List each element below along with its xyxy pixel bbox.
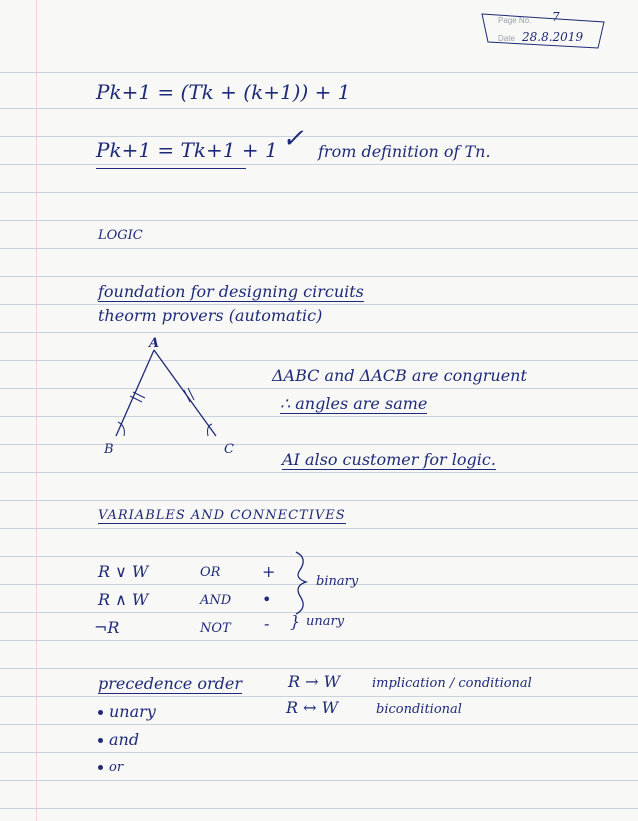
implication-expr: R → W xyxy=(288,672,341,691)
rule-line xyxy=(0,360,638,361)
vertex-c-label: C xyxy=(224,442,234,457)
ai-note: AI also customer for logic. xyxy=(282,450,496,469)
precedence-item-unary xyxy=(98,702,156,721)
implication-label: implication / conditional xyxy=(372,676,532,691)
biconditional-label: biconditional xyxy=(376,702,462,717)
unary-label: unary xyxy=(306,614,345,629)
rule-line xyxy=(0,164,638,165)
rule-line xyxy=(0,72,638,73)
rule-line xyxy=(0,192,638,193)
rule-line xyxy=(0,640,638,641)
row-and-name: AND xyxy=(200,593,232,608)
precedence-item-label: unary xyxy=(109,702,156,721)
page-header-box xyxy=(480,8,610,52)
rule-line xyxy=(0,248,638,249)
precedence-title: precedence order xyxy=(98,674,242,693)
rule-line xyxy=(0,780,638,781)
formula-line-2: Pk+1 = Tk+1 + 1 xyxy=(96,138,278,162)
triangle-sides xyxy=(116,350,216,436)
vertex-a-label: A xyxy=(149,336,160,351)
rule-line xyxy=(0,388,638,389)
row-or-name: OR xyxy=(200,565,221,580)
rule-line xyxy=(0,444,638,445)
check-mark-icon: ✓ xyxy=(282,124,304,154)
logic-line-1: foundation for designing circuits xyxy=(98,282,364,301)
rule-line xyxy=(0,752,638,753)
bullet-icon xyxy=(98,738,103,743)
tick-marks-right xyxy=(184,388,194,402)
rule-line xyxy=(0,220,638,221)
rule-line xyxy=(0,668,638,669)
rule-line xyxy=(0,472,638,473)
page-no-label: Page No. xyxy=(498,16,532,25)
rule-line xyxy=(0,528,638,529)
margin-line xyxy=(36,0,37,821)
biconditional-expr: R ↔ W xyxy=(286,698,339,717)
row-and-symbol: • xyxy=(262,590,272,609)
formula-line-1: Pk+1 = (Tk + (k+1)) + 1 xyxy=(96,80,351,104)
bullet-icon xyxy=(98,710,103,715)
row-and-expr: R ∧ W xyxy=(98,590,149,609)
rule-line xyxy=(0,556,638,557)
logic-title: LOGIC xyxy=(98,228,143,243)
precedence-item-or xyxy=(98,760,123,775)
rule-line xyxy=(0,304,638,305)
rule-line xyxy=(0,416,638,417)
bullet-icon xyxy=(98,765,103,770)
rule-line xyxy=(0,612,638,613)
row-not-symbol: - xyxy=(264,614,270,633)
row-or-symbol: + xyxy=(262,562,276,581)
rule-line xyxy=(0,332,638,333)
date-label: Date xyxy=(498,34,515,43)
brace-unary-icon: } xyxy=(290,612,301,631)
formula-underline xyxy=(96,168,246,169)
definition-note: from definition of Tn. xyxy=(318,142,491,161)
rule-line xyxy=(0,108,638,109)
binary-label: binary xyxy=(316,574,359,589)
rule-line xyxy=(0,724,638,725)
rule-line xyxy=(0,500,638,501)
rule-line xyxy=(0,276,638,277)
row-not-name: NOT xyxy=(200,621,231,636)
angles-note: ∴ angles are same xyxy=(280,394,428,413)
triangle-diagram xyxy=(100,340,240,460)
precedence-item-label: or xyxy=(109,760,124,775)
precedence-item-and xyxy=(98,730,139,749)
page-no-value: 7 xyxy=(552,10,560,24)
date-value: 28.8.2019 xyxy=(522,30,584,44)
precedence-item-label: and xyxy=(109,730,140,749)
rule-line xyxy=(0,808,638,809)
variables-title: VARIABLES AND CONNECTIVES xyxy=(98,508,346,523)
logic-line-2: theorm provers (automatic) xyxy=(98,306,323,325)
rule-line xyxy=(0,696,638,697)
vertex-b-label: B xyxy=(104,442,114,457)
congruent-note: ΔABC and ΔACB are congruent xyxy=(272,366,527,385)
row-not-expr: ¬R xyxy=(94,618,120,637)
rule-line xyxy=(0,136,638,137)
row-or-expr: R ∨ W xyxy=(98,562,149,581)
